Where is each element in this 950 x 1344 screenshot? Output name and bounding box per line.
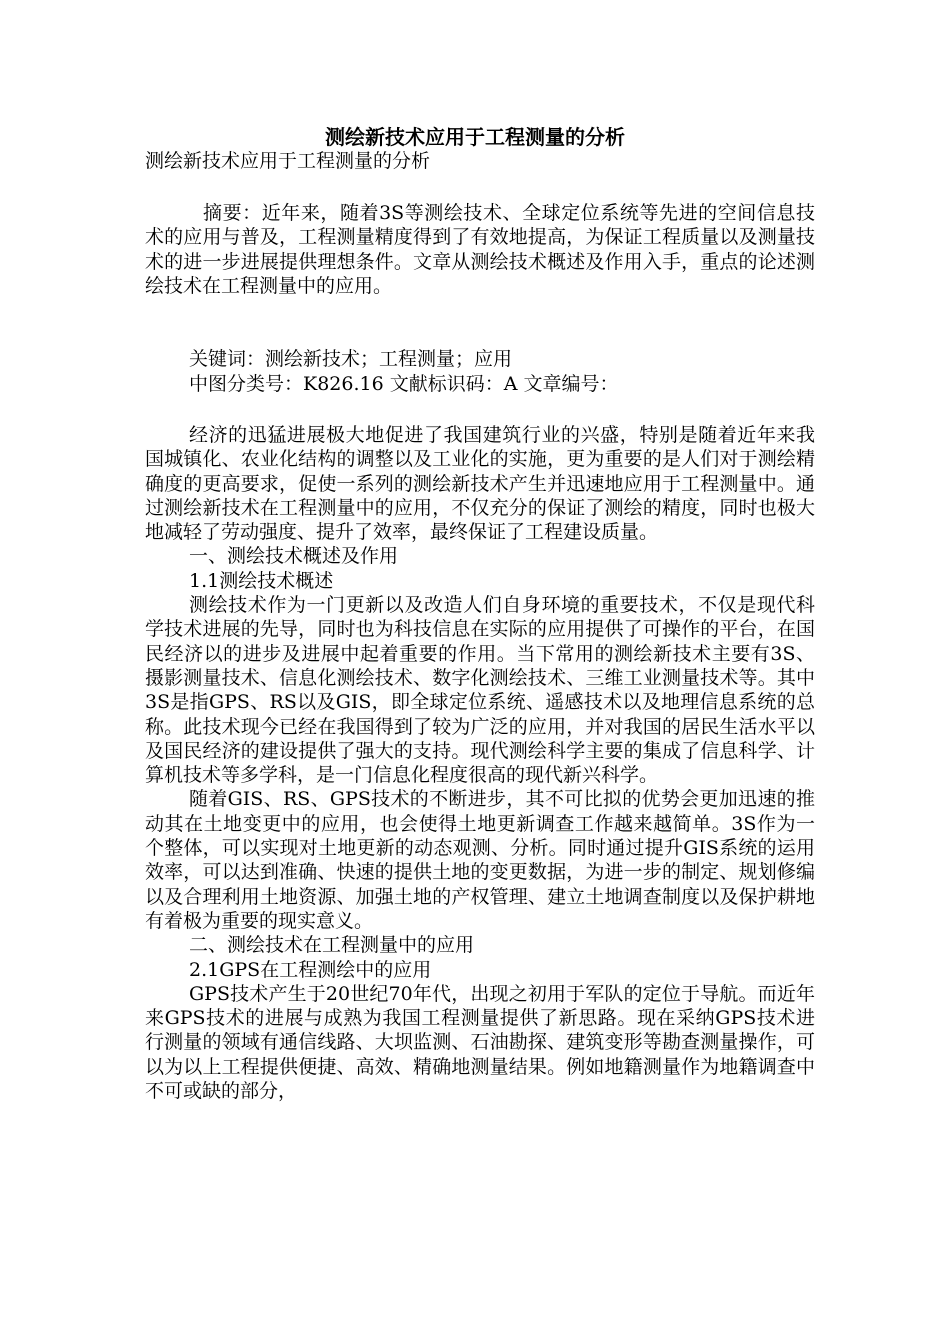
body-text [145,423,815,1103]
keywords-line: 关键词：测绘新技术；工程测量；应用 [189,348,513,370]
document-title: 测绘新技术应用于工程测量的分析 [325,125,625,149]
subsection-heading: 2.1GPS在工程测绘中的应用 [189,958,432,981]
abstract-paragraph: 摘要：近年来，随着3S等测绘技术、全球定位系统等先进的空间信息技术的应用与普及，工程测量精度得到了有效地提高，为保证工程质量以及测量技术的进一步进展提供理想条件。文章从测绘技术概述及作用入手，重点的论述测绘技术在工程测量中的应用。 [145,202,815,297]
classification-line: 中图分类号：K826.16 文献标识码：A 文章编号： [189,373,619,395]
section-heading: 二、测绘技术在工程测量中的应用 [189,934,475,957]
document-subtitle: 测绘新技术应用于工程测量的分析 [145,150,431,172]
body-paragraph: 测绘技术作为一门更新以及改造人们自身环境的重要技术，不仅是现代科学技术进展的先导，同时也为科技信息在实际的应用提供了可操作的平台，在国民经济以的进步及进展中起着重要的作用。当下常用的测绘新技术主要有3S、摄影测量技术、信息化测绘技术、数字化测绘技术、三维工业测量技术等。其中3S是指GPS、RS以及GIS，即全球定位系统、遥感技术以及地理信息系统的总称。此技术现今已经在我国得到了较为广泛的应用，并对我国的居民生活水平以及国民经济的建设提供了强大的支持。现代测绘科学主要的集成了信息科学、计算机技术等多学科，是一门信息化程度很高的现代新兴科学。 [145,594,815,787]
subsection-heading: 1.1测绘技术概述 [189,569,334,592]
body-paragraph: 经济的迅猛进展极大地促进了我国建筑行业的兴盛，特别是随着近年来我国城镇化、农业化结构的调整以及工业化的实施，更为重要的是人们对于测绘精确度的更高要求，促使一系列的测绘新技术产生并迅速地应用于工程测量中。通过测绘新技术在工程测量中的应用，不仅充分的保证了测绘的精度，同时也极大地减轻了劳动强度、提升了效率，最终保证了工程建设质量。 [145,424,815,544]
section-heading: 一、测绘技术概述及作用 [189,545,399,568]
body-paragraph: 随着GIS、RS、GPS技术的不断进步，其不可比拟的优势会更加迅速的推动其在土地变更中的应用，也会使得土地更新调查工作越来越简单。3S作为一个整体，可以实现对土地更新的动态观测、分析。同时通过提升GIS系统的运用效率，可以达到准确、快速的提供土地的变更数据，为进一步的制定、规划修编以及合理利用土地资源、加强土地的产权管理、建立土地调查制度以及保护耕地有着极为重要的现实意义。 [145,788,815,932]
body-paragraph: GPS技术产生于20世纪70年代，出现之初用于军队的定位于导航。而近年来GPS技术的进展与成熟为我国工程测量提供了新思路。现在采纳GPS技术进行测量的领域有通信线路、大坝监测、石油勘探、建筑变形等勘查测量操作，可以为以上工程提供便捷、高效、精确地测量结果。例如地籍测量作为地籍调查中不可或缺的部分， [145,982,815,1103]
